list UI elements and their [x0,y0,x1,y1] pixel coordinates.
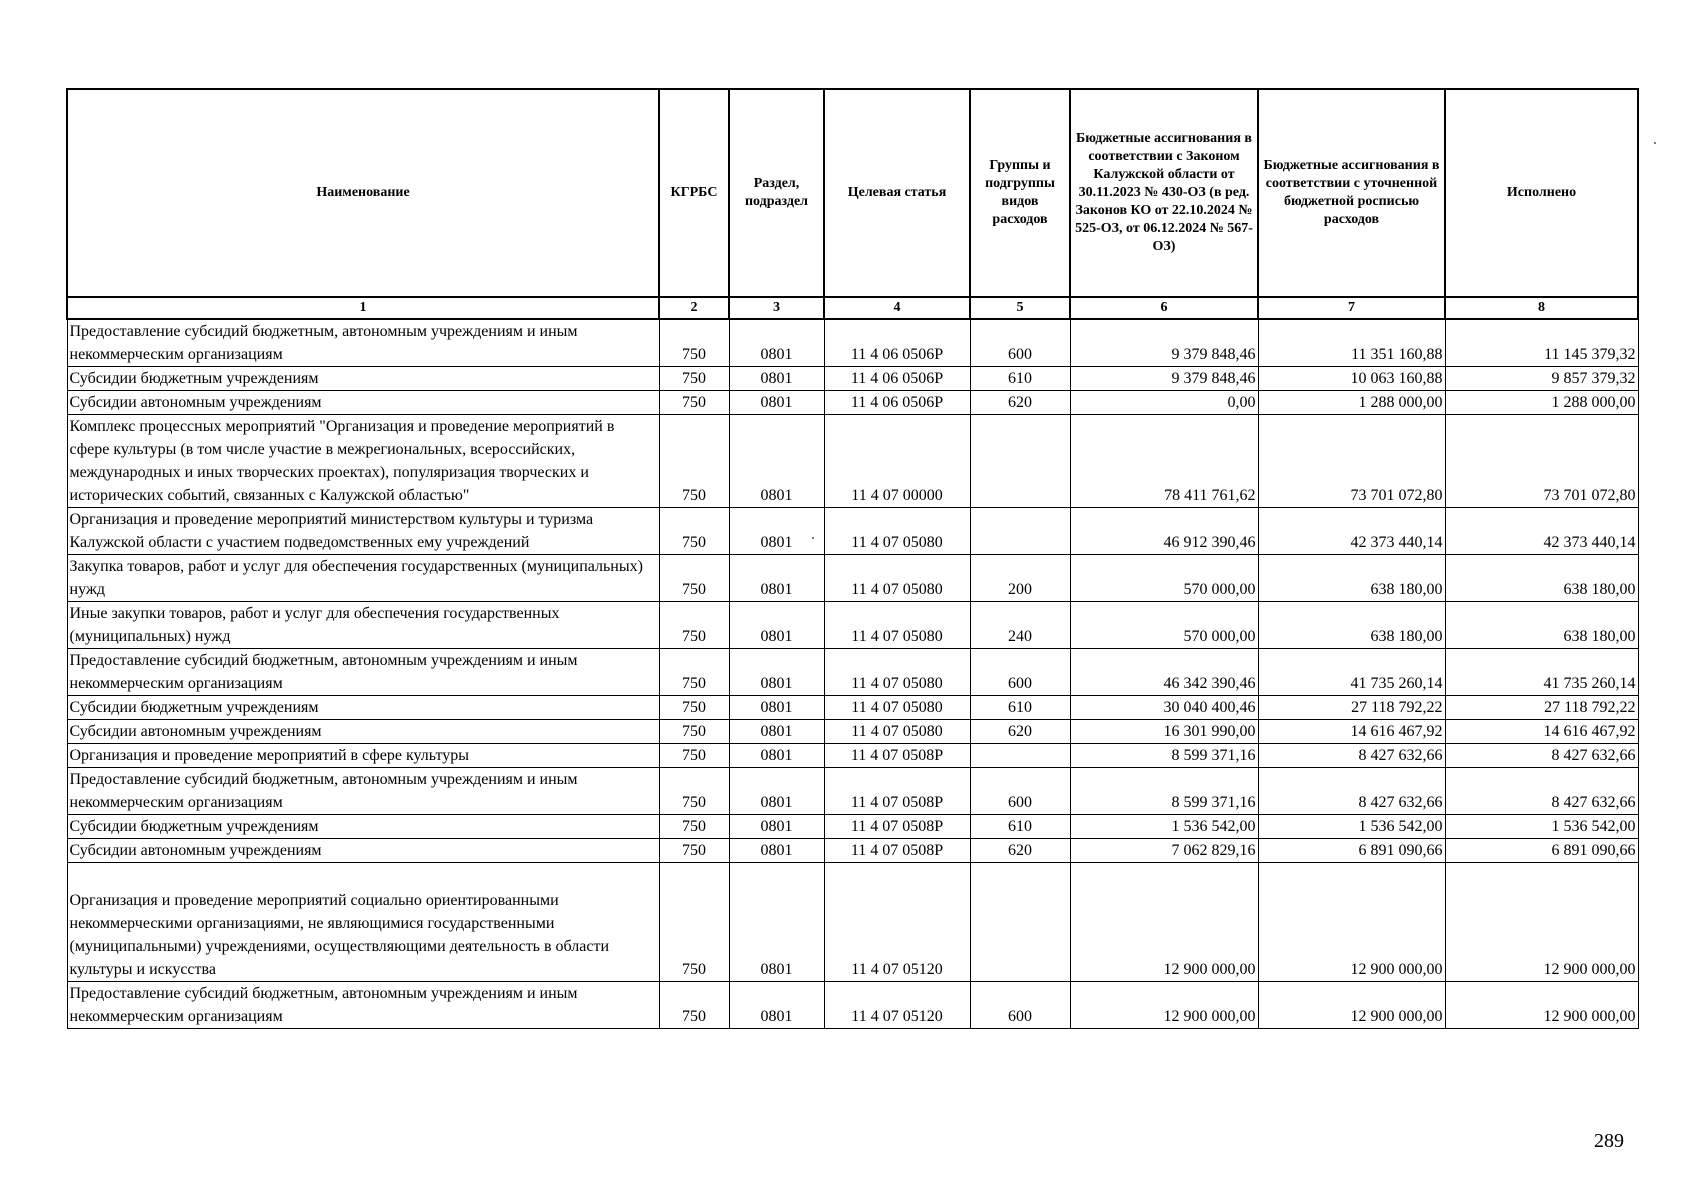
page-number: 289 [1594,1130,1624,1152]
row-section-cell: 0801 [729,649,824,696]
row-refined-allocation-cell: 8 427 632,66 [1258,744,1445,768]
row-target-article-cell: 11 4 06 0506Р [824,319,970,367]
row-expense-group-cell: 620 [970,839,1070,863]
table-row [67,744,1638,768]
row-expense-group-cell: 620 [970,391,1070,415]
row-section-cell: 0801 [729,508,824,555]
column-number: 3 [729,297,824,319]
table-row [67,768,1638,815]
row-kgrbs-cell: 750 [659,367,729,391]
row-kgrbs-cell: 750 [659,415,729,508]
table-body [67,319,1638,1029]
row-refined-allocation-cell: 1 536 542,00 [1258,815,1445,839]
row-name-cell: Субсидии автономным учреждениям [67,391,659,415]
table-row [67,720,1638,744]
row-refined-allocation-cell: 6 891 090,66 [1258,839,1445,863]
row-section-cell: 0801 [729,602,824,649]
row-target-article-cell: 11 4 07 0508Р [824,768,970,815]
row-executed-cell: 638 180,00 [1445,555,1638,602]
row-executed-cell: 27 118 792,22 [1445,696,1638,720]
row-executed-cell: 73 701 072,80 [1445,415,1638,508]
row-refined-allocation-cell: 41 735 260,14 [1258,649,1445,696]
row-law-allocation-cell: 78 411 761,62 [1070,415,1258,508]
header-law-allocations: Бюджетные ассигнования в соответствии с Законом Калужской области от 30.11.2023 № 430-ОЗ (в ред. Законов КО от 22.10.2024 № 525-ОЗ, от 06.12.2024 № 567-ОЗ) [1070,89,1258,297]
row-refined-allocation-cell: 638 180,00 [1258,602,1445,649]
row-name-cell: Иные закупки товаров, работ и услуг для обеспечения государственных (муниципальных) нужд [67,602,659,649]
header-target-article: Целевая статья [824,89,970,297]
row-executed-cell: 8 427 632,66 [1445,768,1638,815]
row-executed-cell: 11 145 379,32 [1445,319,1638,367]
row-section-cell: 0801 [729,744,824,768]
row-kgrbs-cell: 750 [659,508,729,555]
row-kgrbs-cell: 750 [659,649,729,696]
header-kgrbs: КГРБС [659,89,729,297]
row-executed-cell: 41 735 260,14 [1445,649,1638,696]
row-executed-cell: 12 900 000,00 [1445,982,1638,1029]
row-expense-group-cell [970,415,1070,508]
row-expense-group-cell: 240 [970,602,1070,649]
row-law-allocation-cell: 8 599 371,16 [1070,768,1258,815]
table-row [67,508,1638,555]
row-name-cell: Субсидии автономным учреждениям [67,839,659,863]
row-kgrbs-cell: 750 [659,982,729,1029]
column-number: 7 [1258,297,1445,319]
row-expense-group-cell: 610 [970,367,1070,391]
row-kgrbs-cell: 750 [659,555,729,602]
row-law-allocation-cell: 570 000,00 [1070,602,1258,649]
row-executed-cell: 8 427 632,66 [1445,744,1638,768]
table-row [67,696,1638,720]
row-executed-cell: 14 616 467,92 [1445,720,1638,744]
row-refined-allocation-cell: 8 427 632,66 [1258,768,1445,815]
row-section-cell: 0801 [729,555,824,602]
row-target-article-cell: 11 4 07 0508Р [824,839,970,863]
row-section-cell: 0801 [729,982,824,1029]
row-target-article-cell: 11 4 07 05120 [824,982,970,1029]
scan-speck [1654,142,1656,144]
row-target-article-cell: 11 4 07 05080 [824,696,970,720]
row-name-cell: Субсидии бюджетным учреждениям [67,815,659,839]
row-refined-allocation-cell: 42 373 440,14 [1258,508,1445,555]
row-expense-group-cell: 600 [970,319,1070,367]
row-target-article-cell: 11 4 07 05080 [824,720,970,744]
row-law-allocation-cell: 9 379 848,46 [1070,367,1258,391]
row-section-cell: 0801 [729,815,824,839]
row-section-cell: 0801 [729,391,824,415]
row-refined-allocation-cell: 27 118 792,22 [1258,696,1445,720]
row-section-cell: 0801 [729,415,824,508]
row-law-allocation-cell: 1 536 542,00 [1070,815,1258,839]
row-law-allocation-cell: 12 900 000,00 [1070,863,1258,982]
row-executed-cell: 6 891 090,66 [1445,839,1638,863]
row-executed-cell: 1 288 000,00 [1445,391,1638,415]
column-number: 6 [1070,297,1258,319]
row-name-cell: Предоставление субсидий бюджетным, автономным учреждениям и иным некоммерческим организациям [67,649,659,696]
row-target-article-cell: 11 4 07 05080 [824,602,970,649]
row-law-allocation-cell: 16 301 990,00 [1070,720,1258,744]
table-row [67,391,1638,415]
row-expense-group-cell: 620 [970,720,1070,744]
row-section-cell: 0801 [729,319,824,367]
table-row [67,555,1638,602]
row-expense-group-cell [970,508,1070,555]
row-law-allocation-cell: 7 062 829,16 [1070,839,1258,863]
row-executed-cell: 42 373 440,14 [1445,508,1638,555]
row-law-allocation-cell: 30 040 400,46 [1070,696,1258,720]
row-name-cell: Комплекс процессных мероприятий "Организация и проведение мероприятий в сфере культуры (в том числе участие в межрегиональных, всероссийских, международных и иных творческих проектах), популяризация творческих и исторических событий, связанных с Калужской областью" [67,415,659,508]
table-header-row [67,89,1638,297]
column-number: 5 [970,297,1070,319]
row-refined-allocation-cell: 11 351 160,88 [1258,319,1445,367]
budget-execution-table-page [66,88,1637,1029]
row-refined-allocation-cell: 1 288 000,00 [1258,391,1445,415]
row-target-article-cell: 11 4 07 05080 [824,508,970,555]
row-refined-allocation-cell: 73 701 072,80 [1258,415,1445,508]
row-law-allocation-cell: 46 342 390,46 [1070,649,1258,696]
header-refined-allocations: Бюджетные ассигнования в соответствии с уточненной бюджетной росписью расходов [1258,89,1445,297]
row-refined-allocation-cell: 12 900 000,00 [1258,863,1445,982]
row-expense-group-cell: 600 [970,982,1070,1029]
row-expense-group-cell: 600 [970,768,1070,815]
row-law-allocation-cell: 9 379 848,46 [1070,319,1258,367]
row-section-cell: 0801 [729,863,824,982]
row-law-allocation-cell: 46 912 390,46 [1070,508,1258,555]
row-name-cell: Предоставление субсидий бюджетным, автономным учреждениям и иным некоммерческим организациям [67,768,659,815]
row-target-article-cell: 11 4 07 0508Р [824,744,970,768]
row-refined-allocation-cell: 14 616 467,92 [1258,720,1445,744]
row-name-cell: Предоставление субсидий бюджетным, автономным учреждениям и иным некоммерческим организациям [67,319,659,367]
row-name-cell: Организация и проведение мероприятий министерством культуры и туризма Калужской области с участием подведомственных ему учреждений [67,508,659,555]
row-kgrbs-cell: 750 [659,319,729,367]
row-executed-cell: 9 857 379,32 [1445,367,1638,391]
row-kgrbs-cell: 750 [659,696,729,720]
column-number: 4 [824,297,970,319]
header-expense-groups: Группы и подгруппы видов расходов [970,89,1070,297]
row-name-cell: Закупка товаров, работ и услуг для обеспечения государственных (муниципальных) нужд [67,555,659,602]
header-section: Раздел, подраздел [729,89,824,297]
row-kgrbs-cell: 750 [659,744,729,768]
row-kgrbs-cell: 750 [659,391,729,415]
table-row [67,982,1638,1029]
row-name-cell: Субсидии бюджетным учреждениям [67,367,659,391]
row-name-cell: Организация и проведение мероприятий социально ориентированными некоммерческими организациями, не являющимися государственными (муниципальными) учреждениями, осуществляющими деятельность в области культуры и искусства [67,863,659,982]
row-target-article-cell: 11 4 07 0508Р [824,815,970,839]
row-section-cell: 0801 [729,768,824,815]
row-name-cell: Организация и проведение мероприятий в сфере культуры [67,744,659,768]
row-kgrbs-cell: 750 [659,720,729,744]
column-number: 1 [67,297,659,319]
row-kgrbs-cell: 750 [659,863,729,982]
row-section-cell: 0801 [729,696,824,720]
column-number: 8 [1445,297,1638,319]
row-law-allocation-cell: 8 599 371,16 [1070,744,1258,768]
row-executed-cell: 12 900 000,00 [1445,863,1638,982]
header-executed: Исполнено [1445,89,1638,297]
table-row [67,839,1638,863]
row-section-cell: 0801 [729,720,824,744]
row-target-article-cell: 11 4 07 05080 [824,649,970,696]
row-expense-group-cell [970,744,1070,768]
row-target-article-cell: 11 4 07 05080 [824,555,970,602]
table-row [67,319,1638,367]
column-number-row [67,297,1638,319]
row-target-article-cell: 11 4 07 00000 [824,415,970,508]
row-section-cell: 0801 [729,839,824,863]
header-name: Наименование [67,89,659,297]
row-expense-group-cell: 600 [970,649,1070,696]
table-row [67,863,1638,982]
row-law-allocation-cell: 0,00 [1070,391,1258,415]
row-kgrbs-cell: 750 [659,768,729,815]
row-executed-cell: 638 180,00 [1445,602,1638,649]
scan-speck [812,537,814,539]
table-row [67,649,1638,696]
row-kgrbs-cell: 750 [659,815,729,839]
row-refined-allocation-cell: 10 063 160,88 [1258,367,1445,391]
row-refined-allocation-cell: 12 900 000,00 [1258,982,1445,1029]
row-kgrbs-cell: 750 [659,602,729,649]
row-name-cell: Субсидии автономным учреждениям [67,720,659,744]
budget-table [66,88,1639,1029]
table-row [67,815,1638,839]
row-executed-cell: 1 536 542,00 [1445,815,1638,839]
row-kgrbs-cell: 750 [659,839,729,863]
row-target-article-cell: 11 4 07 05120 [824,863,970,982]
row-target-article-cell: 11 4 06 0506Р [824,367,970,391]
row-law-allocation-cell: 570 000,00 [1070,555,1258,602]
table-row [67,367,1638,391]
row-section-cell: 0801 [729,367,824,391]
row-expense-group-cell: 610 [970,815,1070,839]
row-refined-allocation-cell: 638 180,00 [1258,555,1445,602]
row-name-cell: Предоставление субсидий бюджетным, автономным учреждениям и иным некоммерческим организациям [67,982,659,1029]
row-name-cell: Субсидии бюджетным учреждениям [67,696,659,720]
row-expense-group-cell [970,863,1070,982]
row-expense-group-cell: 610 [970,696,1070,720]
column-number: 2 [659,297,729,319]
row-law-allocation-cell: 12 900 000,00 [1070,982,1258,1029]
row-target-article-cell: 11 4 06 0506Р [824,391,970,415]
table-row [67,415,1638,508]
table-row [67,602,1638,649]
row-expense-group-cell: 200 [970,555,1070,602]
